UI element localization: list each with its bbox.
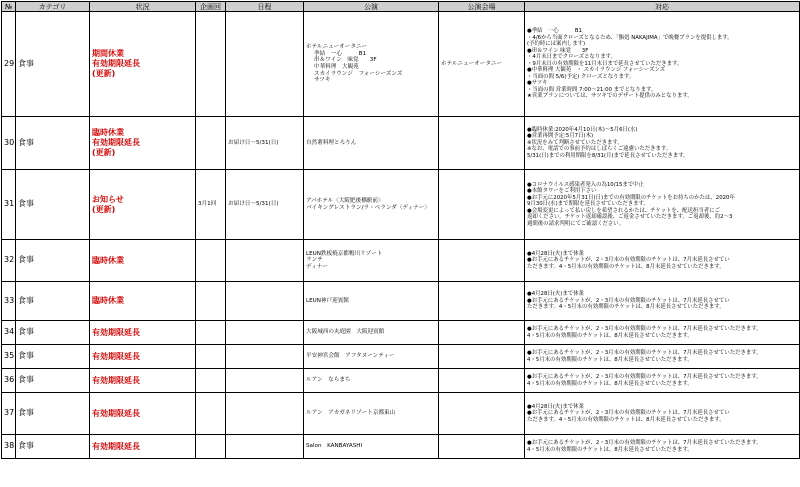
row-no: 30 (2, 117, 16, 170)
response-line: 返却ください。チケット返却確認後、ご返金させていただきます。ご返却後、約2〜3 (527, 214, 733, 221)
row-category: 食事 (16, 393, 90, 435)
header-performance: 公演 (304, 2, 439, 12)
table-row (2, 369, 800, 393)
response-line: ●本館タワーをご利用下さい (527, 188, 597, 195)
response-line: ●サツキ (527, 80, 548, 87)
performance-line: 自然薯料理とろりん (306, 139, 357, 146)
response-line: ●お手元にあるチケットが、2・3月末の有効期限のチケットは、7月末延長させていただきます。 (527, 440, 762, 446)
row-category: 食事 (16, 240, 90, 282)
row-venue (439, 345, 525, 369)
response-line: ・4月末日までクローズとなります。 (527, 54, 616, 61)
row-no: 38 (2, 435, 16, 459)
table-row (2, 170, 800, 240)
status-line: (更新) (92, 148, 116, 157)
row-response (525, 393, 800, 435)
row-performance (304, 435, 439, 459)
response-line: ●お手元にあるチケットが、2・3月末の有効期限のチケットは、7月末延長させていただきます。 (527, 326, 762, 332)
row-category: 食事 (16, 12, 90, 117)
row-venue (439, 240, 525, 282)
row-category: 食事 (16, 282, 90, 321)
header-response: 対応 (525, 2, 800, 12)
row-schedule (226, 282, 304, 321)
performance-line: 串＆ワイン 味覚 3F (314, 57, 377, 64)
response-line: 9月30日(水)まで期限を延長させていただきます。 (527, 201, 649, 208)
response-line: ただきます。4・5月末の有効期限のチケットは、8月末延長させていただきます。 (527, 416, 725, 423)
row-venue (439, 170, 525, 240)
row-category: 食事 (16, 369, 90, 393)
row-response (525, 12, 800, 117)
response-line: 4・5月末の有効期限のチケットは、8月末延長させていただきます。 (527, 332, 693, 339)
response-line: ・9月末日の有効期限を11月末日まで延長させていただきます。 (527, 60, 683, 67)
table-row (2, 321, 800, 345)
row-schedule (226, 345, 304, 369)
row-performance (304, 170, 439, 240)
status-line: お知らせ (92, 194, 124, 204)
row-venue (439, 282, 525, 321)
response-line: ★営業プランについては、サツキでのデザート提供のみとなります。 (527, 93, 693, 100)
response-line: ●臨時休業:2020年4月10日(木)〜5月6日(水) (527, 126, 638, 133)
status-line: (更新) (92, 69, 116, 78)
row-status (90, 345, 196, 369)
row-performance (304, 321, 439, 345)
response-line: ●お手元にあるチケットが、2・3月末の有効期限のチケットは、7月末延長させてい (527, 297, 730, 304)
header-venue: 公演会場 (439, 2, 525, 12)
table-row (2, 345, 800, 369)
row-count (196, 282, 226, 321)
response-line: ●串＆ワイン 味覚 3F (527, 47, 589, 54)
header-status: 状況 (90, 2, 196, 12)
performance-line: ホテルニューオータニー (306, 44, 368, 51)
header-no: № (2, 2, 16, 12)
row-status (90, 282, 196, 321)
response-line: ●お手元にあるチケットが、2・3月末の有効期限のチケットは、7月末延長させていただきます。 (527, 350, 762, 356)
performance-line: 中華料理 大観苑 (314, 64, 359, 70)
row-schedule (226, 321, 304, 345)
row-performance (304, 12, 439, 117)
table-row (2, 12, 800, 117)
notice-table (1, 1, 800, 459)
row-category: 食事 (16, 345, 90, 369)
response-line: ●4月28日(火)まで休業 (527, 291, 584, 298)
performance-line: ルアン アカガネリゾート京都東山 (306, 410, 396, 417)
header-row (2, 2, 800, 12)
row-performance (304, 345, 439, 369)
row-response (525, 282, 800, 321)
row-count (196, 393, 226, 435)
status-line: 有効期限延長 (92, 351, 140, 361)
row-count: 3月1回 (196, 170, 226, 240)
row-status (90, 240, 196, 282)
table-row (2, 282, 800, 321)
row-status (90, 321, 196, 345)
row-response (525, 321, 800, 345)
table-row (2, 393, 800, 435)
performance-line: スカイラウンジ フォーシーズンズ (314, 70, 403, 77)
response-line: ・当面の間 営業時間 7:00〜21:00 までとなります。 (527, 86, 657, 93)
row-count (196, 117, 226, 170)
row-count (196, 321, 226, 345)
performance-line: ディナー (306, 263, 328, 270)
row-response (525, 369, 800, 393)
row-category: 食事 (16, 321, 90, 345)
row-response (525, 240, 800, 282)
row-venue (439, 393, 525, 435)
response-line: ・4/6から当面クローズとなるため、「鮨処 NAKAJIMA」で晩餐プランを提供します。 (527, 34, 733, 41)
row-count (196, 240, 226, 282)
row-performance (304, 282, 439, 321)
response-line: ●営業再開予定:5月7日(木) (527, 133, 594, 140)
row-count (196, 12, 226, 117)
row-schedule (226, 369, 304, 393)
row-response (525, 117, 800, 170)
row-venue (439, 435, 525, 459)
response-line: ただきます。4・5月末の有効期限のチケットは、8月末延長させていただきます。 (527, 263, 725, 270)
row-status (90, 435, 196, 459)
performance-line: LEUN神戸迎賓館 (306, 297, 349, 304)
status-line: 臨時休業 (92, 296, 124, 305)
row-schedule: お届け日〜5/31(日) (226, 170, 304, 240)
row-no: 34 (2, 321, 16, 345)
response-line: ※なお、電話での事前予約はしばらくご遠慮いただきます。 (527, 146, 672, 153)
row-count (196, 435, 226, 459)
status-line: 有効期限延長 (92, 59, 140, 68)
status-line: 有効期限延長 (92, 327, 140, 337)
row-no: 36 (2, 369, 16, 393)
row-category: 食事 (16, 170, 90, 240)
response-line: 4・5月末の有効期限のチケットは、8月末延長させていただきます。 (527, 446, 693, 453)
row-no: 37 (2, 393, 16, 435)
header-count: 企画回 (196, 2, 226, 12)
row-no: 32 (2, 240, 16, 282)
status-line: 期間休業 (92, 49, 124, 58)
table-row (2, 117, 800, 170)
status-line: 有効期限延長 (92, 375, 140, 385)
row-status (90, 369, 196, 393)
performance-line: LEUN鉄板焼京都鴨川リゾート (306, 250, 383, 257)
response-line: ●季結 一心 B1 (527, 28, 582, 35)
response-line: ●会場変更によって払い戻しを希望されるかたは、チケットを、配送担当者にご (527, 207, 720, 214)
response-line: ※状況をみて判断させていただきます。 (527, 139, 623, 146)
status-line: 臨時休業 (92, 255, 124, 265)
performance-line: Salon KANBAYASHI (306, 443, 363, 450)
row-schedule (226, 12, 304, 117)
response-line: ただきます。4・5月末の有効期限のチケットは、8月末延長させていただきます。 (527, 304, 725, 311)
row-response (525, 170, 800, 240)
status-line: (更新) (92, 204, 116, 214)
response-line: ●お手元にあるチケットが、2・3月末の有効期限のチケットは、7月末延長させてい (527, 410, 730, 417)
response-line: 週間後の請求判明にてご確認ください。 (527, 220, 625, 227)
response-line: ●4月28日(火)まで休業 (527, 250, 584, 257)
row-venue (439, 321, 525, 345)
row-no: 31 (2, 170, 16, 240)
row-status (90, 170, 196, 240)
row-schedule: お届け日〜5/31(日) (226, 117, 304, 170)
table-row (2, 435, 800, 459)
table-row (2, 240, 800, 282)
row-response (525, 435, 800, 459)
performance-line: バイキングレストラン/ラ・ベランダ〈ディナー〉 (306, 204, 430, 211)
row-response (525, 345, 800, 369)
response-line: 5/31(日)までの利用期限を8/31(月)まで延長させていただきます。 (527, 152, 689, 159)
response-line: 4・5月末の有効期限のチケットは、8月末延長させていただきます。 (527, 380, 693, 387)
row-schedule (226, 435, 304, 459)
response-line: ●中華料理 大観苑 ・ スカイラウンジ フォーシーズンズ (527, 67, 666, 74)
performance-line: 大阪城西の丸庭園 大阪迎賓館 (306, 329, 385, 336)
row-no: 33 (2, 282, 16, 321)
performance-line: サツキ (314, 77, 331, 84)
row-venue (439, 117, 525, 170)
row-performance (304, 369, 439, 393)
response-line: ・当面の間 5/6(予定) クローズとなります。 (527, 73, 635, 80)
row-status (90, 393, 196, 435)
row-status (90, 117, 196, 170)
performance-line: ランチ (306, 257, 323, 264)
row-schedule (226, 240, 304, 282)
status-line: 臨時休業 (92, 128, 124, 137)
row-performance (304, 393, 439, 435)
row-category: 食事 (16, 435, 90, 459)
response-line: ●コロナウイルス感染者発入の為10/15まで中止 (527, 181, 644, 188)
response-line: ●お手元に2020年5月31日(日)までの有効期限のチケットをお持ちのかたは、2020年 (527, 194, 735, 201)
status-line: 有効期限延長 (92, 441, 140, 451)
response-line: ●4月28日(火)まで休業 (527, 403, 584, 410)
response-line: ●お手元にあるチケットが、2・3月末の有効期限のチケットは、7月末延長させてい (527, 257, 730, 264)
row-status (90, 12, 196, 117)
row-performance (304, 240, 439, 282)
response-line: 4・5月末の有効期限のチケットは、8月末延長させていただきます。 (527, 356, 693, 363)
response-line: ●お手元にあるチケットが、2・3月末の有効期限のチケットは、7月末延長させていただきます。 (527, 374, 762, 380)
performance-line: アパホテル〈大阪肥後橋駅前〉 (306, 197, 384, 204)
row-no: 29 (2, 12, 16, 117)
row-count (196, 369, 226, 393)
status-line: 有効期限延長 (92, 138, 140, 147)
performance-line: ルアン ならまち (306, 377, 351, 384)
row-venue: ホテルニューオータニー (439, 12, 525, 117)
row-performance (304, 117, 439, 170)
row-category: 食事 (16, 117, 90, 170)
row-schedule (226, 393, 304, 435)
performance-line: 平安神宮会館 アフタヌーンティー (306, 353, 395, 360)
row-venue (439, 369, 525, 393)
performance-line: 季結 一心 B1 (314, 50, 367, 57)
row-count (196, 345, 226, 369)
row-no: 35 (2, 345, 16, 369)
response-line: (予約時には案内します) (527, 41, 586, 48)
header-schedule: 日程 (226, 2, 304, 12)
status-line: 有効期限延長 (92, 408, 140, 418)
header-category: カテゴリ (16, 2, 90, 12)
